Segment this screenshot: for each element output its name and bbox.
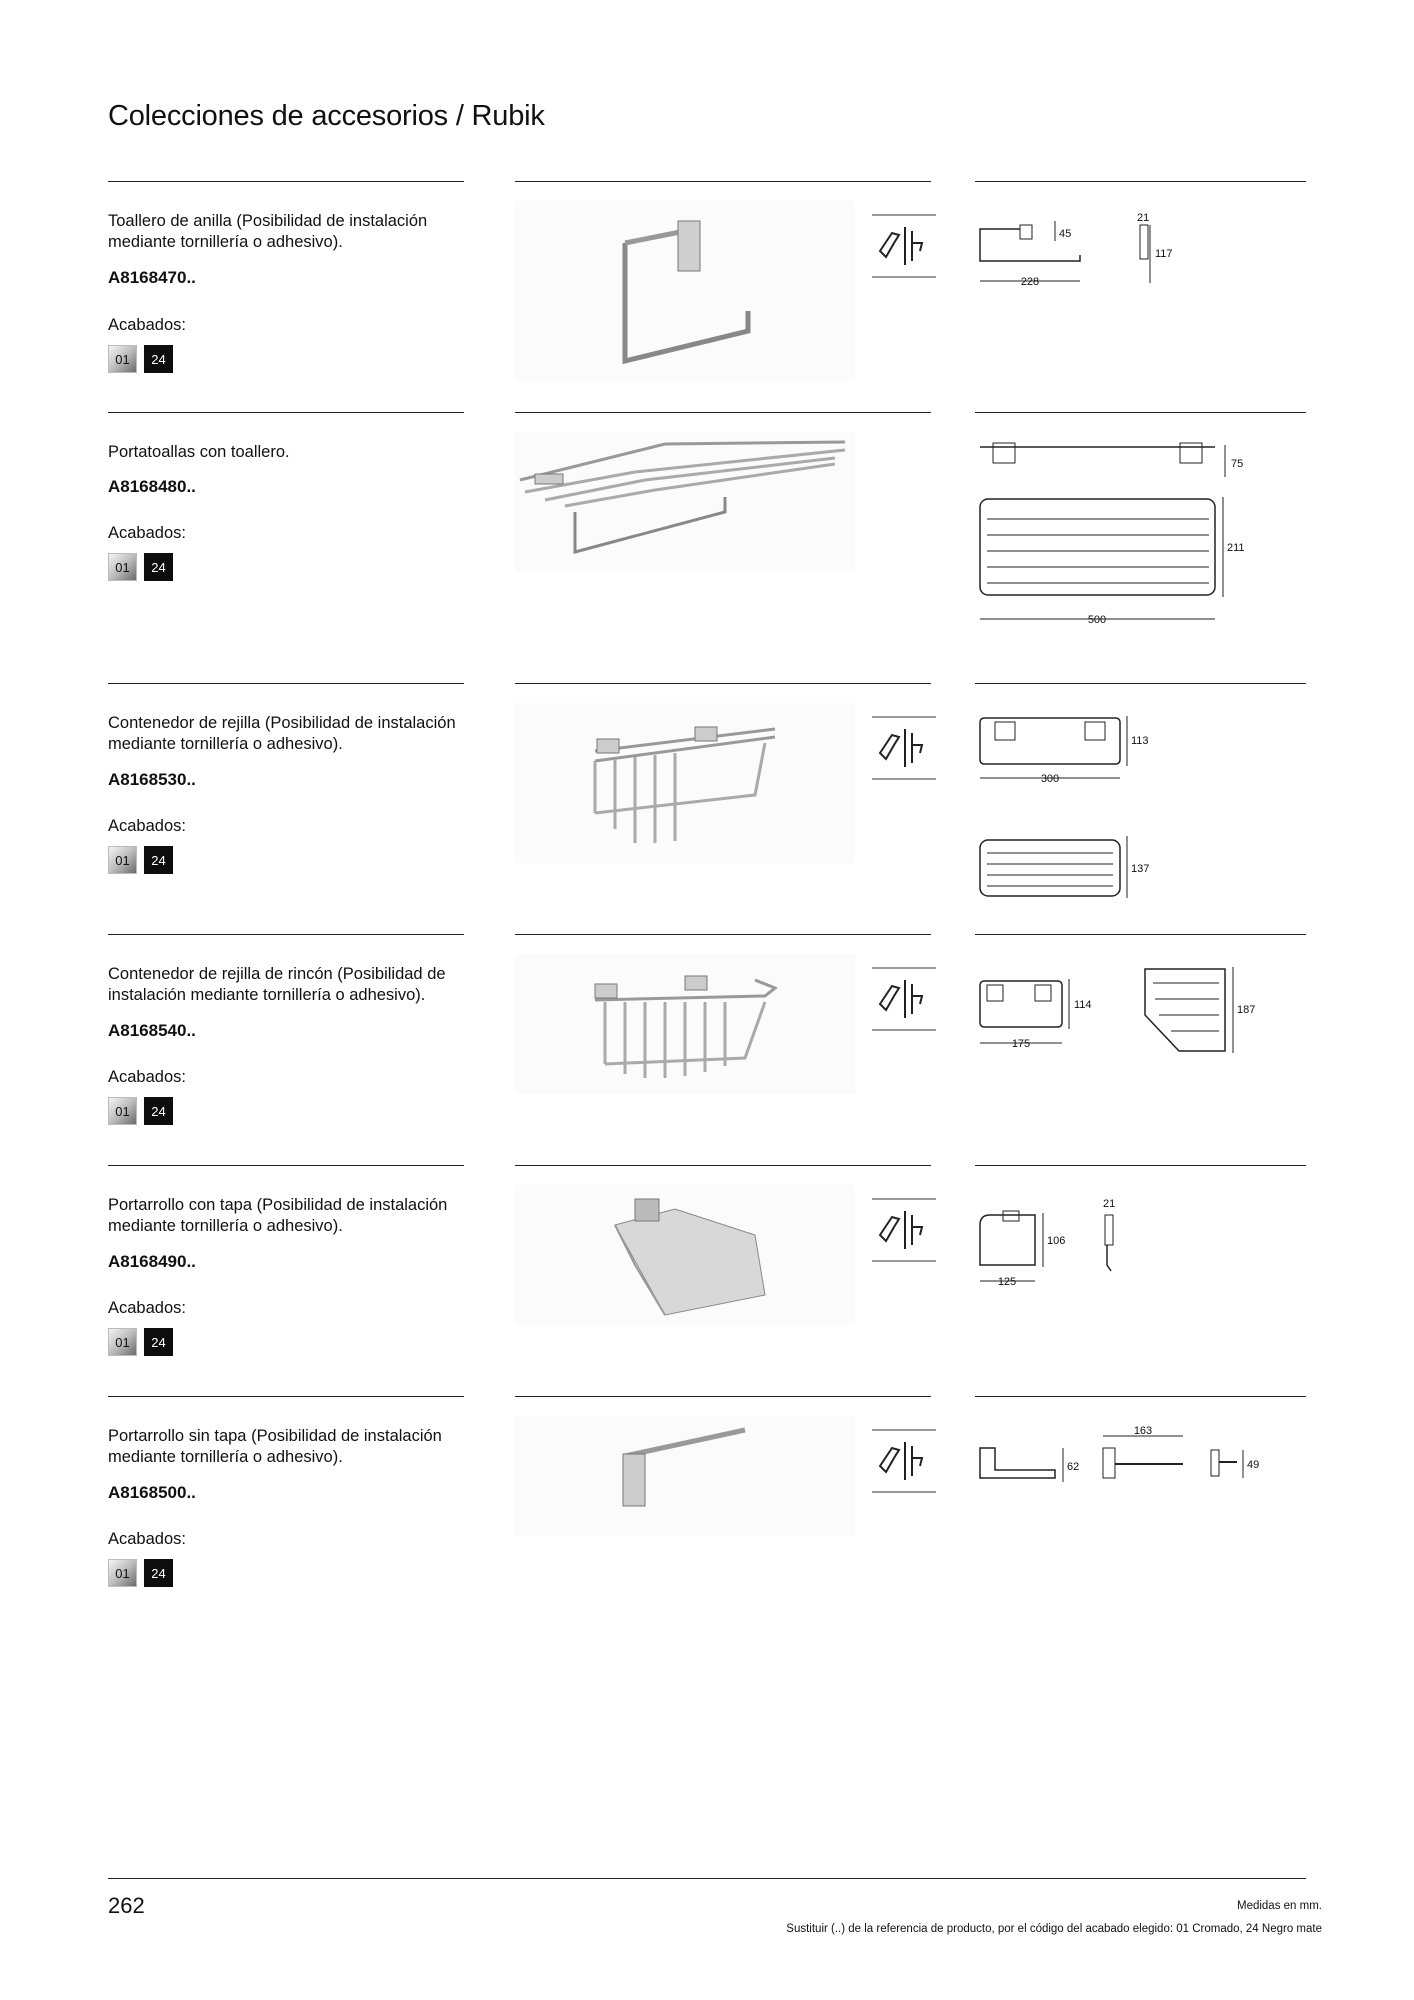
technical-drawing bbox=[975, 959, 1275, 1079]
product-description: Portarrollo con tapa (Posibilidad de instalación mediante tornillería o adhesivo). bbox=[108, 1196, 448, 1235]
finishes-label: Acabados: bbox=[108, 316, 186, 334]
product-description: Portatoallas con toallero. bbox=[108, 443, 290, 461]
finish-swatch-black: 24 bbox=[144, 345, 173, 373]
product-code: A8168540.. bbox=[108, 1021, 196, 1040]
dim-label: 228 bbox=[1020, 276, 1040, 288]
product-code: A8168480.. bbox=[108, 477, 196, 496]
dim-label: 175 bbox=[1011, 1038, 1031, 1050]
product-code: A8168470.. bbox=[108, 268, 196, 287]
finishes-label: Acabados: bbox=[108, 817, 186, 835]
dim-label: 75 bbox=[1231, 458, 1244, 470]
dim-label: 21 bbox=[1137, 213, 1150, 224]
installation-icon bbox=[872, 966, 936, 1032]
divider bbox=[975, 1165, 1306, 1166]
finish-swatch-chrome: 01 bbox=[108, 846, 137, 874]
finish-swatch-black: 24 bbox=[144, 1328, 173, 1356]
product-photo bbox=[515, 201, 855, 381]
divider bbox=[108, 1396, 464, 1397]
divider bbox=[515, 1396, 931, 1397]
finish-swatch-black: 24 bbox=[144, 1559, 173, 1587]
divider bbox=[108, 934, 464, 935]
dim-label: 106 bbox=[1047, 1235, 1066, 1247]
product-description: Contenedor de rejilla de rincón (Posibilidad de instalación mediante tornillería o adhesivo). bbox=[108, 965, 446, 1004]
finish-swatch-chrome: 01 bbox=[108, 1559, 137, 1587]
product-description: Contenedor de rejilla (Posibilidad de instalación mediante tornillería o adhesivo). bbox=[108, 714, 456, 753]
divider bbox=[515, 934, 931, 935]
page-number: 262 bbox=[108, 1893, 145, 1918]
finishes-label: Acabados: bbox=[108, 524, 186, 542]
divider bbox=[108, 1165, 464, 1166]
footer-divider bbox=[108, 1878, 1306, 1879]
finish-swatch-chrome: 01 bbox=[108, 1328, 137, 1356]
finish-swatch-chrome: 01 bbox=[108, 1097, 137, 1125]
page-title: Colecciones de accesorios / Rubik bbox=[108, 100, 545, 132]
divider bbox=[975, 934, 1306, 935]
divider bbox=[108, 181, 464, 182]
product-description: Portarrollo sin tapa (Posibilidad de instalación mediante tornillería o adhesivo). bbox=[108, 1427, 442, 1466]
dim-label: 21 bbox=[1103, 1198, 1116, 1210]
product-photo bbox=[515, 703, 855, 863]
dim-label: 62 bbox=[1067, 1461, 1080, 1473]
dim-label: 137 bbox=[1131, 863, 1150, 875]
dim-label: 187 bbox=[1237, 1004, 1256, 1016]
installation-icon bbox=[872, 1428, 936, 1494]
technical-drawing bbox=[975, 708, 1215, 908]
divider bbox=[975, 412, 1306, 413]
divider bbox=[975, 181, 1306, 182]
product-row-6 bbox=[0, 1396, 1414, 1626]
product-photo bbox=[515, 1185, 855, 1325]
product-row-4 bbox=[0, 934, 1414, 1164]
installation-icon bbox=[872, 213, 936, 279]
technical-drawing bbox=[975, 437, 1275, 647]
product-code: A8168500.. bbox=[108, 1483, 196, 1502]
dim-label: 163 bbox=[1133, 1426, 1153, 1437]
units-note: Medidas en mm. bbox=[1236, 1900, 1322, 1912]
product-row-2 bbox=[0, 412, 1414, 682]
product-code: A8168530.. bbox=[108, 770, 196, 789]
product-row-5 bbox=[0, 1165, 1414, 1395]
dim-label: 300 bbox=[1040, 773, 1060, 785]
divider bbox=[108, 683, 464, 684]
installation-icon bbox=[872, 1197, 936, 1263]
dim-label: 211 bbox=[1227, 542, 1245, 554]
product-code: A8168490.. bbox=[108, 1252, 196, 1271]
dim-label: 114 bbox=[1074, 999, 1092, 1011]
finish-swatch-black: 24 bbox=[144, 846, 173, 874]
product-row-1 bbox=[0, 181, 1414, 411]
divider bbox=[515, 412, 931, 413]
divider bbox=[515, 683, 931, 684]
divider bbox=[515, 181, 931, 182]
installation-icon bbox=[872, 715, 936, 781]
finish-note: Sustituir (..) de la referencia de producto, por el código del acabado elegido: 01 Cromado, 24 Negro mate bbox=[786, 1923, 1322, 1935]
technical-drawing bbox=[975, 1195, 1215, 1315]
finishes-label: Acabados: bbox=[108, 1299, 186, 1317]
divider bbox=[975, 1396, 1306, 1397]
finishes-label: Acabados: bbox=[108, 1068, 186, 1086]
finishes-label: Acabados: bbox=[108, 1530, 186, 1548]
dim-label: 49 bbox=[1247, 1459, 1260, 1471]
finish-swatch-chrome: 01 bbox=[108, 345, 137, 373]
dim-label: 500 bbox=[1087, 614, 1107, 626]
product-row-3 bbox=[0, 683, 1414, 933]
divider bbox=[515, 1165, 931, 1166]
divider bbox=[108, 412, 464, 413]
product-photo bbox=[515, 1416, 855, 1536]
product-photo bbox=[515, 954, 855, 1094]
product-photo bbox=[515, 432, 855, 572]
dim-label: 45 bbox=[1059, 228, 1072, 240]
technical-drawing bbox=[975, 1426, 1275, 1506]
finish-swatch-black: 24 bbox=[144, 553, 173, 581]
dim-label: 113 bbox=[1131, 735, 1149, 747]
finish-swatch-black: 24 bbox=[144, 1097, 173, 1125]
finish-swatch-chrome: 01 bbox=[108, 553, 137, 581]
dim-label: 117 bbox=[1155, 248, 1173, 260]
dim-label: 125 bbox=[997, 1276, 1017, 1288]
technical-drawing bbox=[975, 213, 1215, 333]
divider bbox=[975, 683, 1306, 684]
product-description: Toallero de anilla (Posibilidad de instalación mediante tornillería o adhesivo). bbox=[108, 212, 428, 251]
